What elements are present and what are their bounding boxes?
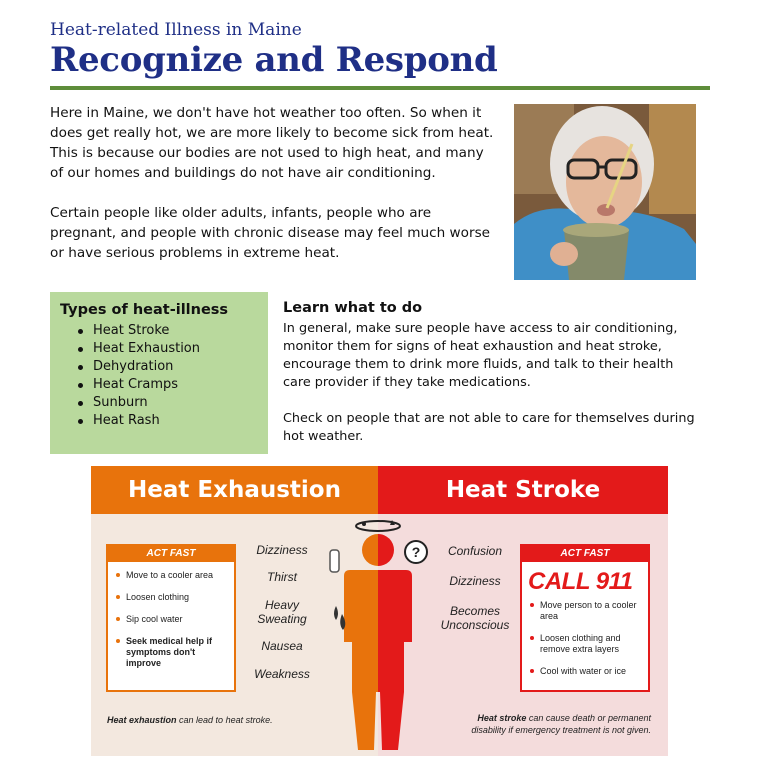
- learn-paragraph-2: Check on people that are not able to care for themselves during hot weather.: [283, 411, 695, 444]
- intro-paragraph-1: Here in Maine, we don't have hot weather too often. So when it does get really hot, we are more likely to become sick from heat. This is because our bodies are not used to high heat, and many of our homes and buildings do not have air conditioning.: [50, 105, 494, 181]
- footnote-text: can lead to heat stroke.: [176, 715, 273, 725]
- svg-text:?: ?: [411, 544, 421, 560]
- learn-paragraph-1: In general, make sure people have access to air conditioning, monitor them for signs of heat exhaustion and heat stroke, encourage them to drink more fluids, and talk to their health care provider if they take medications.: [283, 321, 678, 390]
- stroke-footnote: [451, 712, 651, 736]
- older-woman-photo: [514, 104, 696, 280]
- stroke-actions: [530, 600, 644, 688]
- list-item: Heat Stroke: [78, 322, 268, 340]
- heat-stroke-header: Heat Stroke: [378, 466, 668, 514]
- list-item: Move person to a cooler area: [530, 600, 644, 622]
- list-item: Seek medical help if symptoms don't improve: [116, 636, 230, 669]
- list-item: Move to a cooler area: [116, 570, 230, 581]
- exhaustion-footnote: [107, 714, 327, 726]
- list-item: Loosen clothing and remove extra layers: [530, 633, 644, 655]
- call-911-label: CALL 911: [528, 568, 633, 595]
- symptom-label: Becomes Unconscious: [440, 604, 510, 632]
- heat-exhaustion-header: Heat Exhaustion: [91, 466, 378, 514]
- symptom-label: Confusion: [447, 544, 503, 558]
- symptom-label: Dizziness: [256, 543, 308, 557]
- act-fast-label: ACT FAST: [108, 546, 234, 562]
- human-figure-illustration: [326, 514, 446, 756]
- list-item: Heat Rash: [78, 412, 268, 430]
- list-item: Sip cool water: [116, 614, 230, 625]
- list-item: Dehydration: [78, 358, 268, 376]
- types-list: [60, 322, 268, 430]
- list-item: Loosen clothing: [116, 592, 230, 603]
- symptom-label: Dizziness: [449, 574, 501, 588]
- types-heading: Types of heat-illness: [60, 302, 229, 318]
- symptom-label: Thirst: [267, 570, 297, 584]
- act-fast-label: ACT FAST: [522, 546, 648, 562]
- list-item: Sunburn: [78, 394, 268, 412]
- types-of-heat-illness-box: [50, 292, 268, 454]
- title-divider: [50, 86, 710, 90]
- exhaustion-act-fast-box: [106, 544, 236, 692]
- exhaustion-actions: [116, 570, 230, 680]
- stroke-act-fast-box: [520, 544, 650, 692]
- footnote-bold: Heat stroke: [477, 713, 527, 723]
- symptom-label: Heavy Sweating: [257, 598, 307, 626]
- page-subtitle: Heat-related Illness in Maine: [50, 20, 302, 40]
- list-item: Heat Exhaustion: [78, 340, 268, 358]
- list-item: Heat Cramps: [78, 376, 268, 394]
- page-title: Recognize and Respond: [50, 40, 498, 80]
- symptom-label: Weakness: [254, 667, 310, 681]
- heat-illness-infographic: [91, 466, 668, 756]
- intro-text: [50, 103, 500, 263]
- list-item: Cool with water or ice: [530, 666, 644, 677]
- learn-what-to-do-section: [283, 300, 703, 446]
- symptom-label: Nausea: [261, 639, 303, 653]
- intro-paragraph-2: Certain people like older adults, infants, people who are pregnant, and people with chronic disease may feel much worse or have serious problems in extreme heat.: [50, 205, 491, 261]
- learn-heading: Learn what to do: [283, 300, 423, 316]
- footnote-bold: Heat exhaustion: [107, 715, 177, 725]
- footnote-text: can cause death or permanent disability if emergency treatment is not given.: [471, 713, 651, 735]
